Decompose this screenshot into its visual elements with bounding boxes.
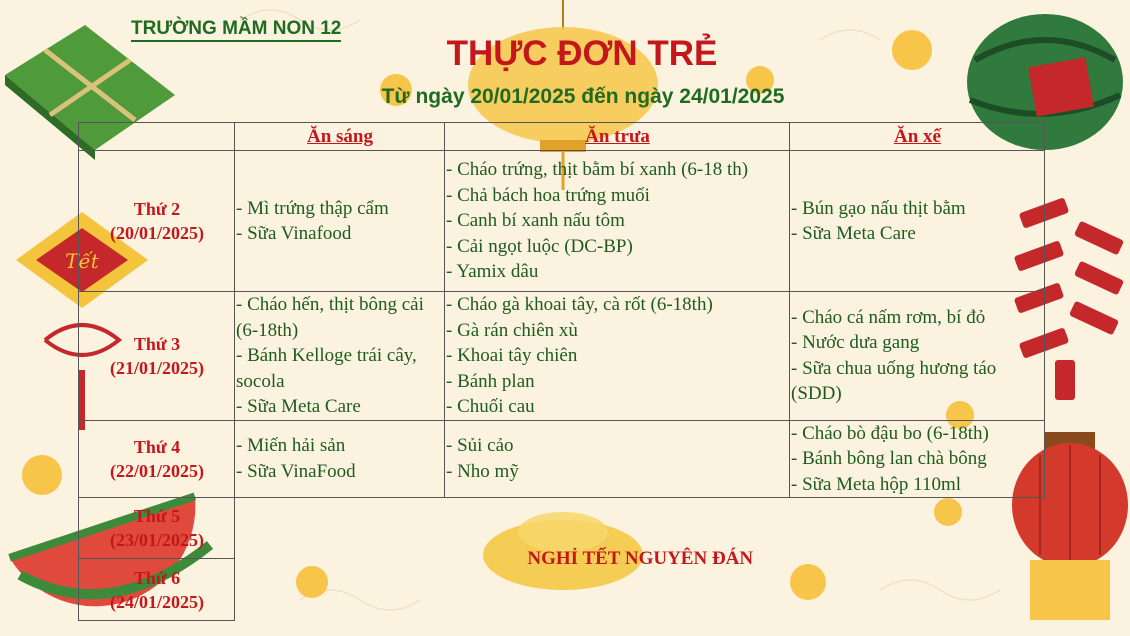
day-label: Thứ 5 — [133, 506, 181, 526]
menu-item: - Sữa Vinafood — [236, 223, 352, 244]
menu-item: - Sữa Meta Care — [791, 223, 916, 244]
menu-item: - Cháo gà khoai tây, cà rốt (6-18th) — [446, 294, 713, 315]
menu-item: - Cháo hến, thịt bông cải (6-18th) — [236, 294, 424, 341]
menu-item: - Bánh bông lan chà bông — [791, 448, 987, 469]
menu-item: - Sữa Meta hộp 110ml — [791, 473, 962, 495]
lunch-cell — [445, 420, 790, 498]
header-lunch: Ăn trưa — [445, 123, 790, 151]
snack-cell — [790, 151, 1045, 292]
menu-item: - Chả bách hoa trứng muối — [446, 184, 650, 206]
snack-cell — [790, 292, 1045, 421]
day-date: (20/01/2025) — [110, 223, 204, 243]
menu-item: - Sữa Meta Care — [236, 396, 361, 417]
lunch-cell — [445, 151, 790, 292]
day-label: Thứ 3 — [133, 333, 181, 354]
school-name: TRƯỜNG MẦM NON 12 — [131, 18, 341, 42]
header-snack: Ăn xế — [790, 123, 1045, 151]
menu-item: - Cháo cá nấm rơm, bí đỏ — [791, 306, 986, 328]
tet-label: Tết — [65, 249, 99, 273]
menu-item: - Sủi cảo — [446, 435, 514, 457]
day-cell — [79, 151, 235, 292]
day-date: (24/01/2025) — [110, 591, 204, 612]
menu-item: - Nước dưa gang — [791, 332, 920, 354]
header-breakfast: Ăn sáng — [235, 123, 445, 151]
snack-cell — [790, 420, 1045, 498]
lunch-cell — [445, 292, 790, 421]
table-row — [79, 498, 1045, 559]
menu-item: - Yamix dâu — [446, 261, 539, 283]
menu-item: - Sữa VinaFood — [236, 460, 356, 482]
menu-table — [78, 122, 1045, 621]
day-cell — [79, 559, 235, 621]
breakfast-cell — [235, 151, 445, 292]
table-row — [79, 151, 1045, 292]
day-date: (21/01/2025) — [110, 357, 204, 378]
header-day — [79, 123, 235, 151]
table-row — [79, 420, 1045, 498]
menu-item: - Bánh Kelloge trái cây, socola — [236, 345, 417, 392]
page-title: THỰC ĐƠN TRẺ — [446, 34, 718, 73]
menu-item: - Nho mỹ — [446, 460, 519, 482]
menu-item: - Mì trứng thập cẩm — [236, 197, 389, 219]
menu-item: - Gà rán chiên xù — [446, 319, 578, 341]
menu-item: - Cháo trứng, thịt bằm bí xanh (6-18 th) — [446, 159, 749, 181]
day-date: (23/01/2025) — [110, 530, 204, 550]
header-row — [79, 123, 1045, 151]
menu-item: - Cháo bò đậu bo (6-18th) — [791, 422, 989, 444]
menu-item: - Sữa chua uống hương táo (SDD) — [791, 357, 997, 405]
day-label: Thứ 6 — [133, 567, 181, 588]
menu-item: - Miến hải sản — [236, 435, 346, 457]
day-date: (22/01/2025) — [110, 460, 204, 481]
menu-item: - Bún gạo nấu thịt bằm — [791, 197, 966, 219]
day-cell — [79, 420, 235, 498]
menu-item: - Canh bí xanh nấu tôm — [446, 210, 625, 232]
day-label: Thứ 4 — [133, 436, 181, 457]
breakfast-cell — [235, 420, 445, 498]
day-cell — [79, 498, 235, 559]
breakfast-cell — [235, 292, 445, 421]
table-row — [79, 292, 1045, 421]
menu-item: - Chuối cau — [446, 396, 535, 417]
menu-item: - Bánh plan — [446, 370, 535, 392]
menu-item: - Cải ngọt luộc (DC-BP) — [446, 235, 633, 257]
holiday-notice: NGHỈ TẾT NGUYÊN ĐÁN — [527, 548, 754, 570]
menu-item: - Khoai tây chiên — [446, 345, 578, 366]
date-range: Từ ngày 20/01/2025 đến ngày 24/01/2025 — [381, 85, 785, 108]
day-cell — [79, 292, 235, 421]
day-label: Thứ 2 — [133, 199, 181, 219]
